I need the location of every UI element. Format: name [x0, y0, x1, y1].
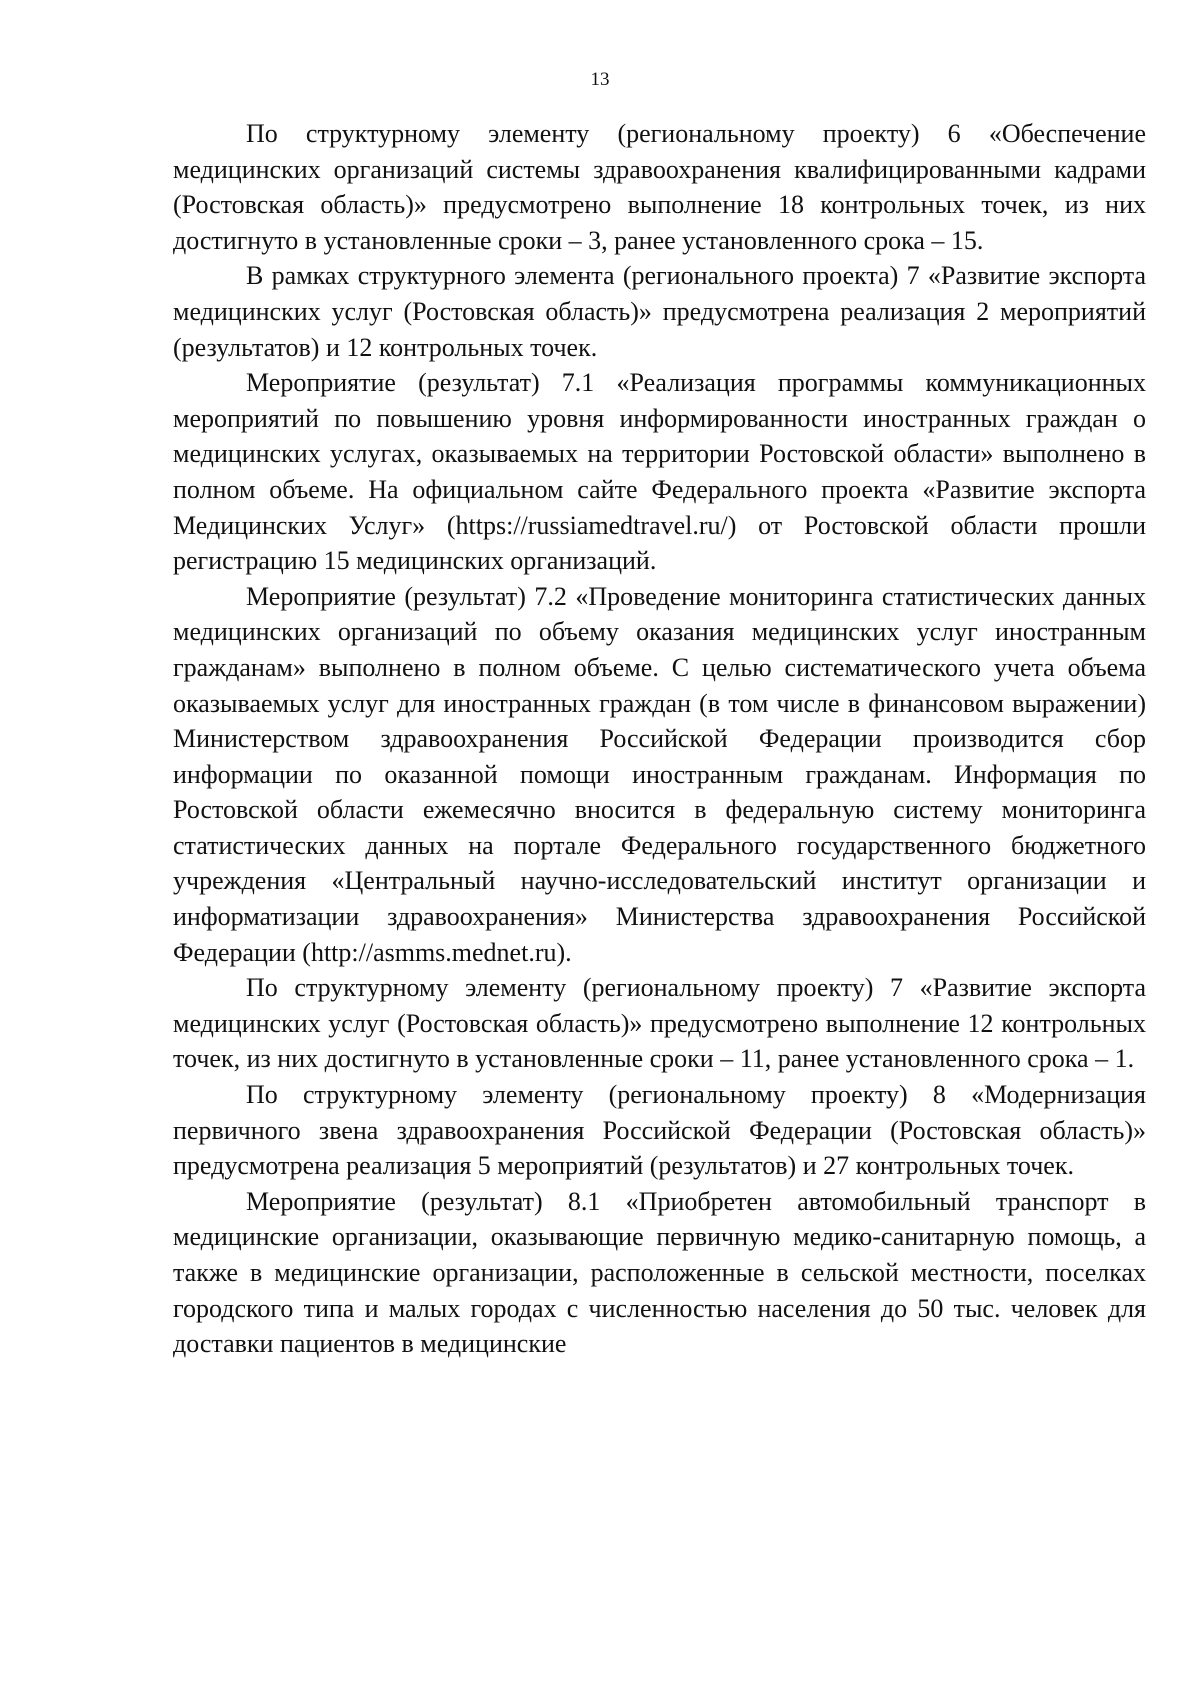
paragraph-regional-project-7-intro: В рамках структурного элемента (регионального проекта) 7 «Развитие экспорта медицинских услуг (Ростовская область)» предусмотрена реализация 2 мероприятий (результатов) и 12 контрольных точек. — [173, 261, 1146, 362]
paragraph-result-7-1: Мероприятие (результат) 7.1 «Реализация программы коммуникационных мероприятий по повышению уровня информированности иностранных граждан о медицинских услугах, оказываемых на территории Ростовской области» выполнено в полном объеме. На официальном сайте Федерального проекта «Развитие экспорта Медицинских Услуг» (https://russiamedtravel.ru/) от Ростовской области прошли регистрацию 15 медицинских организаций. — [173, 368, 1146, 576]
paragraph-result-8-1: Мероприятие (результат) 8.1 «Приобретен автомобильный транспорт в медицинские организации, оказывающие первичную медико-санитарную помощь, а также в медицинские организации, расположенные в сельской местности, поселках городского типа и малых городах с численностью населения до 50 тыс. человек для доставки пациентов в медицинские — [173, 1186, 1146, 1359]
paragraph-result-7-2: Мероприятие (результат) 7.2 «Проведение мониторинга статистических данных медицинских организаций по объему оказания медицинских услуг иностранным гражданам» выполнено в полном объеме. С целью систематического учета объема оказываемых услуг для иностранных граждан (в том числе в финансовом выражении) Министерством здравоохранения Российской Федерации производится сбор информации по оказанной помощи иностранным гражданам. Информация по Ростовской области ежемесячно вносится в федеральную систему мониторинга статистических данных на портале Федерального государственного бюджетного учреждения «Центральный научно-исследовательский институт организации и информатизации здравоохранения» Министерства здравоохранения Российской Федерации (http://asmms.mednet.ru). — [173, 581, 1146, 967]
page-number: 13 — [590, 69, 610, 90]
paragraph-regional-project-6-summary: По структурному элементу (региональному проекту) 6 «Обеспечение медицинских организаций системы здравоохранения квалифицированными кадрами (Ростовская область)» предусмотрено выполнение 18 контрольных точек, из них достигнуто в установленные сроки – 3, ранее установленного срока – 15. — [173, 119, 1146, 255]
paragraph-regional-project-7-summary: По структурному элементу (региональному проекту) 7 «Развитие экспорта медицинских услуг (Ростовская область)» предусмотрено выполнение 12 контрольных точек, из них достигнуто в установленные сроки – 11, ранее установленного срока – 1. — [173, 973, 1146, 1074]
body-text — [173, 116, 1146, 1362]
paragraph-regional-project-8-intro: По структурному элементу (региональному проекту) 8 «Модернизация первичного звена здравоохранения Российской Федерации (Ростовская область)» предусмотрена реализация 5 мероприятий (результатов) и 27 контрольных точек. — [173, 1080, 1146, 1181]
